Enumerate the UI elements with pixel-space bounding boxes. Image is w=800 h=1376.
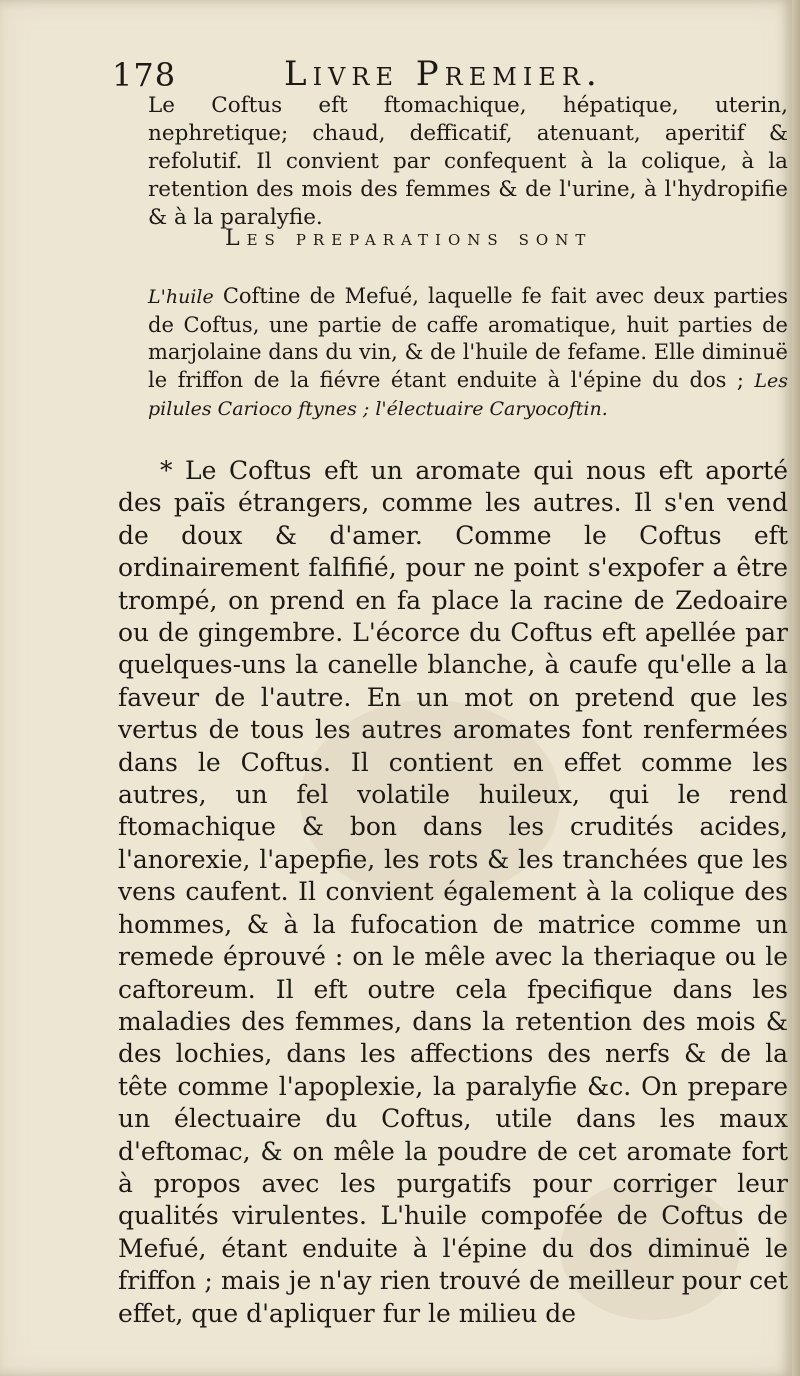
preparations-text: Coftine de Mefué, laquelle fe fait avec deux parties de Coftus, une partie de caffe aromatique, huit parties de marjolaine dans du vin, & de l'huile de fefame. Elle diminuë le friffon de la fiévre étant enduite à l'épine du dos ; — [148, 284, 788, 392]
italic-end: Les pilules Carioco ftynes ; l'électuaire Caryocoftin. — [148, 369, 788, 420]
paragraph-virtues: Le Coftus eft ftomachique, hépatique, uterin, nephretique; chaud, defficatif, atenuant, aperitif & refolutif. Il convient par confequent à la colique, à la retention des mois des femmes & de l'urine, à l'hydropifie & à la paralyfie. — [148, 93, 788, 230]
asterisk-marker: * — [160, 456, 173, 485]
page-number: 178 — [112, 56, 177, 94]
italic-lead: L'huile — [148, 286, 214, 308]
paragraph-commentary — [118, 455, 788, 1330]
page-header — [112, 50, 672, 96]
section-title: Les preparations sont — [225, 226, 593, 251]
book-spine-edge — [792, 0, 800, 1376]
commentary-text: Le Coftus eft un aromate qui nous eft aporté des païs étrangers, comme les autres. Il s'en vend de doux & d'amer. Comme le Coftus eft ordinairement falfifié, pour ne point s'expofer a être trompé, on prend en fa place la racine de Zedoaire ou de gingembre. L'écorce du Coftus eft apellée par quelques-uns la canelle blanche, à caufe qu'elle a la faveur de l'autre. En un mot on pretend que les vertus de tous les autres aromates font renfermées dans le Coftus. Il contient en effet comme les autres, un fel volatile huileux, qui le rend ftomachique & bon dans les crudités acides, l'anorexie, l'apepfie, les rots & les tranchées que les vens caufent. Il convient également à la colique des hommes, & à la fufocation de matrice comme un remede éprouvé : on le mêle avec la theriaque ou le caftoreum. Il eft outre cela fpecifique dans les maladies des femmes, dans la retention des mois & des lochies, dans les affections des nerfs & de la tête comme l'apoplexie, la paralyfie &c. On prepare un électuaire du Coftus, utile dans les maux d'eftomac, & on mêle la poudre de cet aromate fort à propos avec les purgatifs pour corriger leur qualités virulentes. L'huile compofée de Coftus de Mefué, étant enduite à l'épine du dos diminuë le friffon ; mais je n'ay rien trouvé de meilleur pour cet effet, que d'apliquer fur le milieu de — [118, 456, 788, 1328]
paragraph-preparations — [148, 283, 788, 424]
running-title: Livre Premier. — [284, 54, 603, 94]
